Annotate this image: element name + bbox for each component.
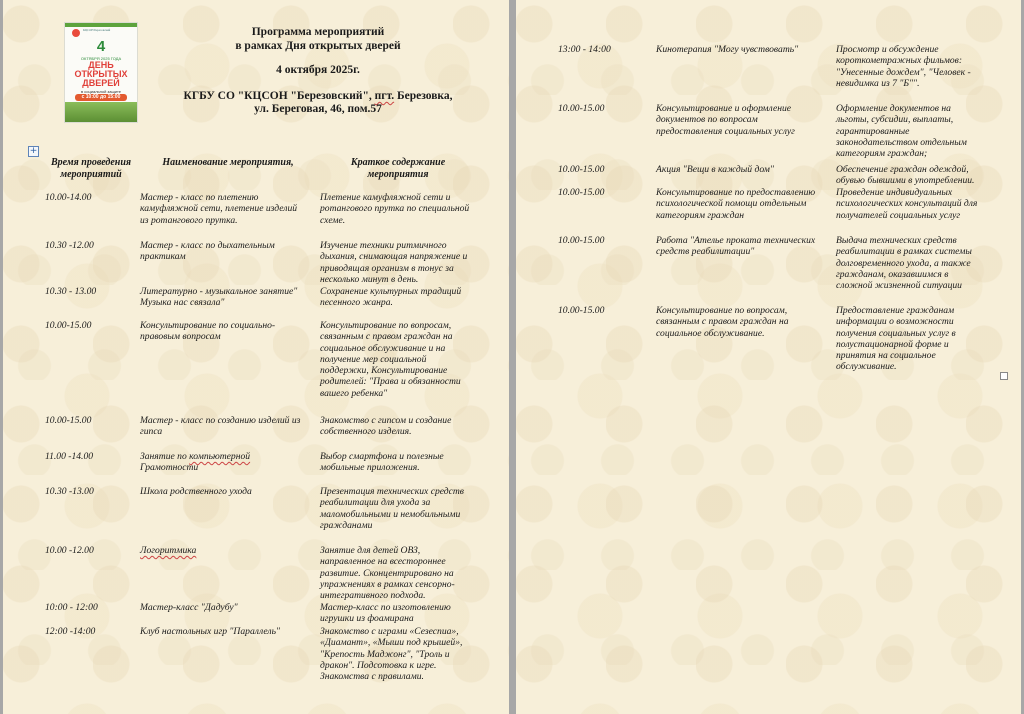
document-page-1: [3, 0, 509, 714]
p2-row-3-time: 10.00-15.00: [558, 164, 605, 175]
row-7-desc: Презентация технических средств реабилитации для ухода за маломобильными и немобильными гражданами: [320, 486, 464, 531]
document-page-2: [516, 0, 1021, 714]
poster-time: с 10:00 до 15:00: [75, 94, 127, 101]
p2-row-4-time: 10.00-15.00: [558, 187, 605, 198]
row-5-desc: Знакомство с гипсом и создание собственного изделия.: [320, 415, 452, 438]
row-1-time: 10.00-14.00: [45, 192, 92, 203]
p2-row-4-name: Консультирование по предоставлению психологической помощи отдельным категориям граждан: [656, 187, 816, 221]
column-header-name: Наименование мероприятия,: [162, 157, 294, 168]
p2-row-6-name: Консультирование по вопросам, связанным с правом граждан на социальное обслуживание.: [656, 305, 789, 339]
p2-row-2-time: 10.00-15.00: [558, 103, 605, 114]
p2-row-6-time: 10.00-15.00: [558, 305, 605, 316]
row-2-time: 10.30 -12.00: [45, 240, 94, 251]
p2-row-3-name: Акция "Вещи в каждый дом": [656, 164, 774, 175]
poster-field-image: [65, 102, 137, 122]
p2-row-3-desc: Обеспечение граждан одеждой, обувью бывшими в употреблении.: [836, 164, 975, 187]
row-6-desc: Выбор смартфона и полезные мобильные приложения.: [320, 451, 444, 474]
row-9-name: Мастер-класс "Дадубу": [140, 602, 238, 613]
column-header-time: Время проведения мероприятий: [50, 157, 132, 180]
program-subtitle: в рамках Дня открытых дверей: [235, 40, 401, 52]
table-move-handle-icon[interactable]: +: [29, 146, 38, 156]
p2-row-2-name: Консультирование и оформление документов по вопросам предоставления социальных услуг: [656, 103, 795, 137]
row-7-time: 10.30 -13.00: [45, 486, 94, 497]
program-title: Программа мероприятий: [251, 26, 385, 38]
row-4-name: Консультирование по социально- правовым вопросам: [140, 320, 276, 343]
row-1-name: Мастер - класс по плетению камуфляжной сети, плетение изделий из ротангового прутка.: [140, 192, 298, 226]
row-4-time: 10.00-15.00: [45, 320, 92, 331]
p2-row-1-name: Кинотерапия "Могу чувствовать": [656, 44, 799, 55]
poster-day: 4: [96, 38, 106, 55]
p2-row-5-desc: Выдача технических средств реабилитации в рамках системы долговременного ухода, а также гражданам, оказавшимся в сложной жизненной ситуации: [836, 235, 972, 292]
organization-address: ул. Береговая, 46, пом.57: [254, 103, 382, 115]
row-3-desc: Сохранение культурных традиций песенного жанра.: [320, 286, 462, 309]
row-8-time: 10.00 -12.00: [45, 545, 94, 556]
row-3-name: Литературно - музыкальное занятие" Музыка нас связала": [140, 286, 298, 309]
poster-header: КЦСОН Березовский: [83, 28, 111, 32]
p2-row-5-time: 10.00-15.00: [558, 235, 605, 246]
event-poster: [64, 22, 138, 123]
p2-row-6-desc: Предоставление гражданам информации о возможности получения социальных услуг в полустационарной форме и принятия на социальное обслуживание.: [836, 305, 956, 373]
table-resize-handle[interactable]: [1000, 372, 1008, 380]
p2-row-4-desc: Проведение индивидуальных психологических консультаций для получателей социальных услуг: [836, 187, 978, 221]
column-header-description: Краткое содержание мероприятия: [350, 157, 446, 180]
row-5-name: Мастер - класс по созданию изделий из гипса: [140, 415, 301, 438]
row-6-time: 11.00 -14.00: [45, 451, 94, 462]
poster-month: ОКТЯБРЯ 2025 ГОДА: [80, 56, 122, 61]
organization-logo-icon: [72, 29, 80, 37]
poster-title: ДЕНЬ ОТКРЫТЫХ ДВЕРЕЙ: [74, 60, 128, 88]
row-10-desc: Знакомство с играми «Сезеспиа», «Диамант», «Мыши под крышей», "Крепость Маджонг", "Троль и дракон". Подсотовка к игре. Знакомства с правилами.: [320, 626, 463, 683]
row-6-name: Занятие по компьютерной Грамотности: [140, 451, 251, 474]
p2-row-2-desc: Оформление документов на льготы, субсидии, выплаты, гарантированные законодательством отдельным категориям граждан;: [836, 103, 967, 160]
row-3-time: 10.30 - 13.00: [45, 286, 97, 297]
row-1-desc: Плетение камуфляжной сети и ротангового прутка по специальной схеме.: [320, 192, 470, 226]
row-4-desc: Консультирование по вопросам, связанным с правом граждан на социальное обслуживание и на получение мер социальной поддержки, Консультирование родителей: "Права и обязанности вашего ребенка": [320, 320, 461, 399]
row-10-time: 12:00 -14:00: [45, 626, 96, 637]
row-9-time: 10:00 - 12:00: [45, 602, 98, 613]
row-10-name: Клуб настольных игр "Параллель": [140, 626, 280, 637]
row-8-name: Логоритмика: [140, 545, 197, 556]
row-2-name: Мастер - класс по дыхательным практикам: [140, 240, 275, 263]
poster-top-bar: [65, 23, 137, 27]
row-8-desc: Занятие для детей ОВЗ, направленное на всестороннее развитие. Сконцентрировано на упражнениях в рамках сенсорно- интегративного подхода.: [320, 545, 455, 602]
program-date: 4 октября 2025г.: [276, 64, 360, 76]
row-2-desc: Изучение техники ритмичного дыхания, снимающая напряжение и приводящая организм в тонус за несколько минут в день.: [320, 240, 468, 285]
poster-subtitle: в социальной защите: [80, 89, 122, 94]
p2-row-1-desc: Просмотр и обсуждение короткометражных фильмов: "Унесенные дождем", "Человек - невидимка из 7 "Б"".: [836, 44, 971, 89]
p2-row-5-name: Работа "Ателье проката технических средств реабилитации": [656, 235, 816, 258]
row-7-name: Школа родственного ухода: [140, 486, 252, 497]
row-9-desc: Мастер-класс по изготовлению игрушки из фоамирана: [320, 602, 451, 625]
row-5-time: 10.00-15.00: [45, 415, 92, 426]
organization-name: КГБУ СО "КЦСОН "Березовский", пгт. Березовка,: [183, 90, 453, 102]
p2-row-1-time: 13:00 - 14:00: [558, 44, 611, 55]
